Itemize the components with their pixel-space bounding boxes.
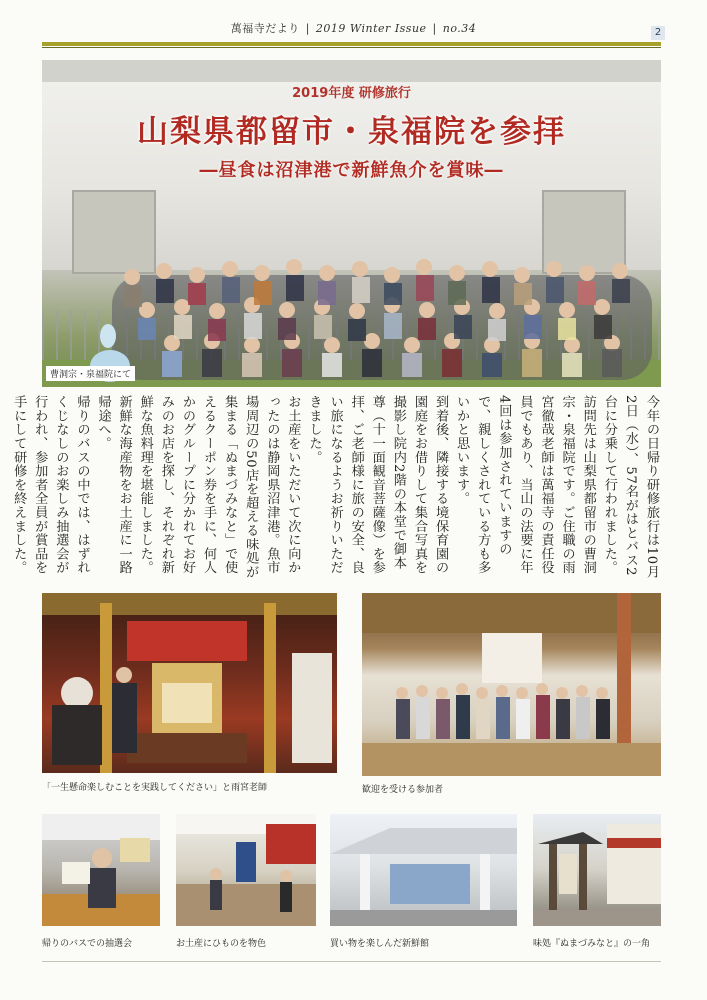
hall-illustration bbox=[362, 593, 661, 776]
hero-title: 山梨県都留市・泉福院を参拝 bbox=[137, 114, 566, 150]
market-caption: 買い物を楽しんだ新鮮館 bbox=[330, 939, 430, 949]
building-roof bbox=[42, 60, 661, 82]
footer-rule bbox=[42, 961, 661, 962]
hall-caption: 歓迎を受ける参加者 bbox=[362, 785, 444, 795]
gate-photo bbox=[533, 814, 661, 926]
hero-photo bbox=[42, 60, 661, 387]
hero-subtitle: 2019年度 研修旅行 bbox=[292, 86, 411, 101]
newsletter-title: 萬福寺だより bbox=[230, 22, 300, 35]
hero-photo-caption: 曹洞宗・泉福院にて bbox=[46, 366, 135, 381]
altar-illustration bbox=[42, 593, 337, 773]
page-number: 2 bbox=[651, 26, 665, 40]
gate-caption: 味処『ぬまづみなと』の一角 bbox=[533, 939, 651, 949]
article-paragraph: 到着後、隣接する境保育園の園庭をお借りして集合写真を撮影し院内2階の本堂で御本尊（十一面観音菩薩像）を参拝、ご老師様に旅の安全、良い旅になるようお祈りいただきました。 bbox=[306, 395, 449, 575]
bus-photo bbox=[42, 814, 160, 926]
article-paragraph: 今年の日帰り研修旅行は10月2日（水）、57名がはとバス2台に分乗して行われました。訪問先は山梨県都留市の曹洞宗・泉福院です。ご住職の雨宮徹哉老師は萬福寺の責任役員でもあり、当山の法要に年4回は参加されていますので、親しくされている方も多いかと思います。 bbox=[454, 395, 659, 579]
gate-illustration bbox=[533, 814, 661, 926]
issue-label: 2019 Winter Issue bbox=[315, 22, 427, 35]
issue-number: no.34 bbox=[442, 22, 477, 35]
market-illustration bbox=[330, 814, 517, 926]
group-of-people bbox=[112, 255, 652, 380]
bus-caption: 帰りのバスでの抽選会 bbox=[42, 939, 133, 949]
shop-caption: お土産にひものを物色 bbox=[176, 939, 267, 949]
bus-illustration bbox=[42, 814, 160, 926]
shop-photo bbox=[176, 814, 316, 926]
article-body bbox=[11, 395, 662, 580]
market-photo bbox=[330, 814, 517, 926]
shop-illustration bbox=[176, 814, 316, 926]
header-rule bbox=[42, 42, 661, 46]
hero-subheading: ―昼食は沼津港で新鮮魚介を賞味― bbox=[199, 160, 504, 181]
article-paragraph: 帰りのバスの中では、はずれくじなしのお楽しみ抽選会が行われ、参加者全員が賞品を手にして研修を終えました。 bbox=[11, 395, 90, 575]
altar-photo bbox=[42, 593, 337, 773]
altar-caption: 「一生懸命楽しむことを実践してください」と雨宮老師 bbox=[42, 783, 268, 793]
header-rule-thin bbox=[42, 47, 661, 48]
article-paragraph: お土産をいただいて次に向かったのは静岡県沼津港。魚市場周辺の50店を超える味処が集まる「ぬまづみなと」で使えるクーポン券を手に、何人かのグループに分かれてお好みのお店を探し、それぞれ新鮮な魚料理を堪能しました。新鮮な海産物をお土産に一路帰途へ。 bbox=[95, 395, 301, 579]
hall-photo bbox=[362, 593, 661, 776]
masthead: 萬福寺だより | 2019 Winter Issue | no.34 bbox=[230, 22, 477, 35]
